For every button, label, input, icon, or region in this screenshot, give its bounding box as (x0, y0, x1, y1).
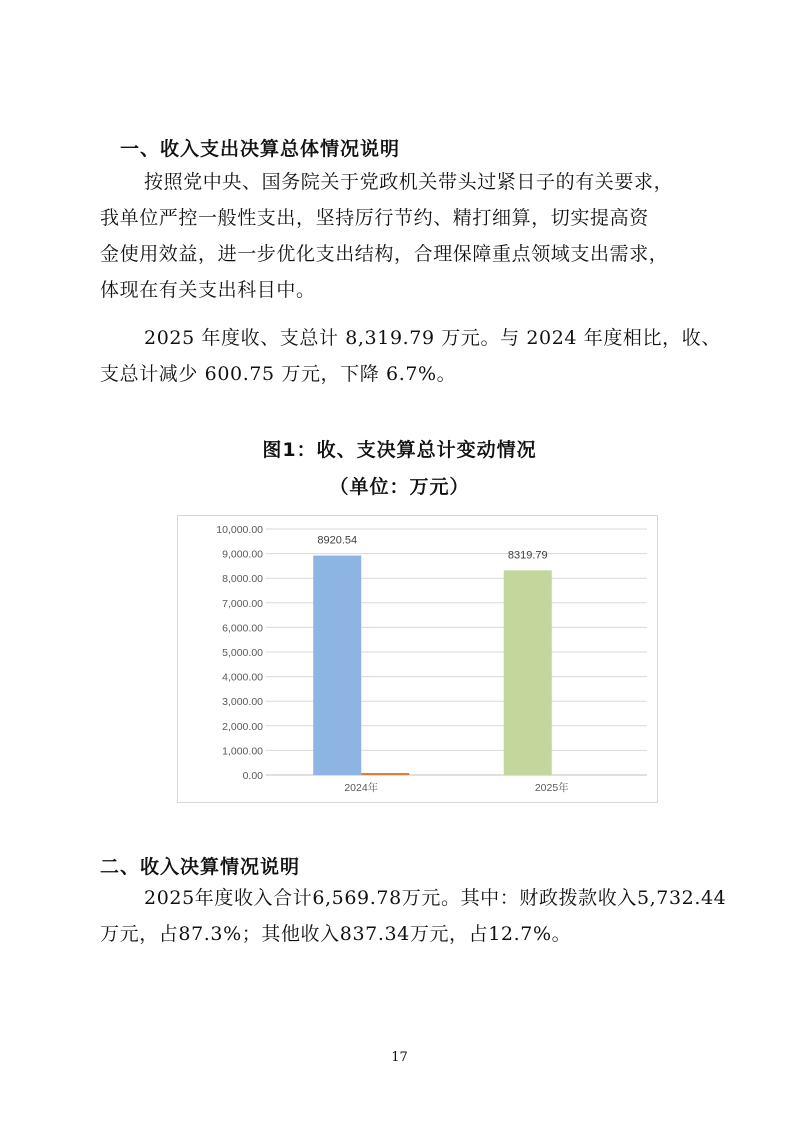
paragraph-line: 2025年度收入合计6,569.78万元。其中：财政拨款收入5,732.44 (144, 887, 727, 909)
section1-summary-paragraph (100, 320, 721, 392)
y-tick-label: 7,000.00 (222, 597, 263, 610)
paragraph-line: 我单位严控一般性支出，坚持厉行节约、精打细算，切实提高资 (100, 207, 649, 229)
y-tick-label: 8,000.00 (222, 573, 263, 586)
data-label: 8319.79 (507, 549, 548, 562)
y-tick-label: 0.00 (242, 770, 263, 782)
y-tick-label: 4,000.00 (222, 671, 263, 684)
y-tick-label: 2,000.00 (222, 720, 263, 733)
paragraph-line: 2025 年度收、支总计 8,319.79 万元。与 2024 年度相比，收、 (144, 327, 721, 349)
section2-paragraph (100, 880, 726, 952)
figure-title: 图1：收、支决算总计变动情况 (262, 439, 537, 461)
paragraph-line: 万元，占87.3%；其他收入837.34万元，占12.7%。 (100, 923, 572, 945)
paragraph-line: 按照党中央、国务院关于党政机关带头过紧日子的有关要求， (144, 171, 674, 193)
paragraph-line: 体现在有关支出科目中。 (100, 279, 316, 301)
data-label: 8920.54 (317, 534, 358, 547)
section1-paragraph (100, 164, 673, 308)
y-tick-label: 1,000.00 (222, 745, 263, 758)
paragraph-line: 金使用效益，进一步优化支出结构，合理保障重点领域支出需求， (100, 243, 669, 265)
figure-unit: （单位：万元） (329, 476, 470, 498)
y-tick-label: 3,000.00 (222, 696, 263, 709)
y-tick-label: 6,000.00 (222, 622, 263, 635)
bar (313, 556, 361, 775)
section1-heading: 一、收入支出决算总体情况说明 (120, 138, 401, 160)
bar-chart (177, 515, 658, 803)
page-number: 17 (391, 1050, 408, 1065)
bar (504, 570, 552, 775)
secondary-bar (361, 773, 409, 775)
y-tick-label: 10,000.00 (216, 524, 263, 536)
x-tick-label: 2024年 (344, 782, 379, 794)
chart-svg (178, 516, 657, 802)
y-tick-label: 9,000.00 (222, 548, 263, 561)
x-tick-label: 2025年 (534, 782, 569, 794)
section2-heading: 二、收入决算情况说明 (100, 856, 301, 878)
paragraph-line: 支总计减少 600.75 万元，下降 6.7%。 (100, 363, 457, 385)
y-tick-label: 5,000.00 (222, 647, 263, 659)
